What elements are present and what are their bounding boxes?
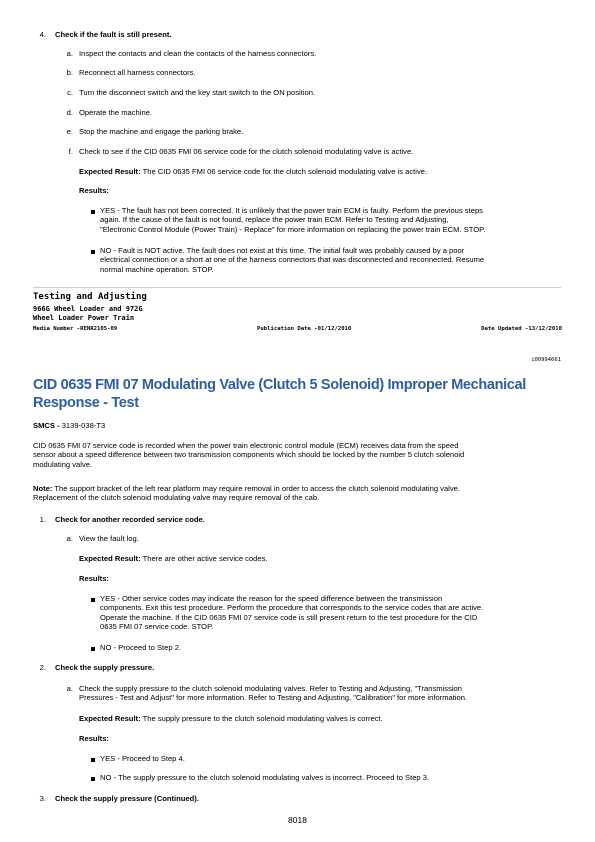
- step-number: 4.: [39, 30, 46, 39]
- item-letter: c.: [67, 88, 73, 97]
- date-updated: Date Updated -13/12/2010: [481, 326, 562, 332]
- results-label: Results:: [79, 574, 109, 583]
- bullet-icon: [91, 250, 95, 254]
- item-text: Stop the machine and engage the parking brake.: [79, 127, 244, 136]
- result-yes: YES - Proceed to Step 4.: [100, 754, 185, 763]
- note-paragraph: [33, 484, 460, 503]
- expected-result-text: The CID 0635 FMI 06 service code for the clutch solenoid modulating valve is active.: [140, 167, 428, 176]
- bullet-icon: [91, 777, 95, 781]
- expected-result-label: Expected Result:: [79, 167, 141, 176]
- page-number: 8018: [288, 815, 307, 825]
- item-text: [79, 684, 467, 703]
- step-title: Check for another recorded service code.: [55, 515, 205, 524]
- step-title: Check the supply pressure (Continued).: [55, 794, 199, 803]
- result-no: NO - Proceed to Step 2.: [100, 643, 182, 652]
- smcs-label: SMCS -: [33, 421, 62, 430]
- item-text: Inspect the contacts and clean the contacts of the harness connectors.: [79, 49, 317, 58]
- media-number: Media Number -RENR2105-09: [33, 326, 118, 332]
- result-line: again. If the cause of the fault is not found, replace the power train ECM. Refer to Testing and Adjusting,: [100, 215, 449, 225]
- title-line: CID 0635 FMI 07 Modulating Valve (Clutch 5 Solenoid) Improper Mechanical: [33, 377, 526, 393]
- results-label: Results:: [79, 734, 109, 743]
- note-line: The support bracket of the left rear platform may require removal in order to access the clutch solenoid modulating valve.: [52, 484, 460, 493]
- item-letter: f.: [68, 147, 73, 156]
- result-line: YES - The fault has not been corrected. It is unlikely that the power train ECM is faulty. Perform the previous steps: [100, 206, 483, 215]
- step-number: 2.: [39, 663, 46, 672]
- item-letter: a.: [66, 49, 73, 58]
- doc-model-line1: 966G Wheel Loader and 972G: [33, 305, 143, 313]
- doc-model-line2: Wheel Loader Power Train: [33, 314, 135, 322]
- step-title: Check if the fault is still present.: [55, 30, 172, 39]
- expected-result-text: The supply pressure to the clutch solenoid modulating valves is correct.: [140, 714, 383, 723]
- item-text: Turn the disconnect switch and the key start switch to the ON position.: [79, 88, 316, 97]
- result-line: normal machine operation. STOP.: [100, 264, 214, 274]
- expected-result-text: There are other active service codes.: [140, 554, 268, 563]
- item-text: Operate the machine.: [79, 108, 153, 117]
- step-number: 3.: [39, 794, 46, 803]
- item-text: View the fault log.: [79, 534, 139, 543]
- expected-result: [79, 167, 427, 176]
- result-no: [100, 246, 484, 274]
- result-line: "Electronic Control Module (Power Train) - Replace" for more information on replacing the power train ECM. STOP.: [100, 224, 486, 234]
- result-no: NO - The supply pressure to the clutch solenoid modulating valves is incorrect. Proceed to Step 3.: [100, 773, 430, 782]
- expected-result: [79, 714, 383, 723]
- item-letter: a.: [66, 534, 73, 543]
- note-line: Replacement of the clutch solenoid modulating valve may require removal of the cab.: [33, 493, 320, 503]
- result-line: NO - Fault is NOT active. The fault does not exist at this time. The initial fault was probably caused by a poor: [100, 246, 465, 255]
- bullet-icon: [91, 647, 95, 651]
- item-letter: b.: [66, 68, 73, 77]
- bullet-icon: [91, 758, 95, 762]
- expected-result-label: Expected Result:: [79, 714, 141, 723]
- step-number: 1.: [39, 515, 46, 524]
- doc-id: i00994661: [531, 357, 561, 363]
- section-divider: [33, 287, 561, 288]
- page-title: [33, 377, 553, 412]
- item-letter: a.: [66, 684, 73, 693]
- intro-paragraph: [33, 441, 464, 469]
- result-line: Operate the machine. If the CID 0635 FMI 07 service code is still present return to the test procedure for the CID: [100, 612, 478, 622]
- expected-result: [79, 554, 268, 563]
- result-yes: [100, 594, 483, 632]
- expected-result-label: Expected Result:: [79, 554, 141, 563]
- item-letter: d.: [66, 108, 73, 117]
- intro-line: CID 0635 FMI 07 service code is recorded when the power train electronic control module (ECM) receives data from the speed: [33, 441, 459, 450]
- note-label: Note:: [33, 484, 53, 493]
- smcs: [33, 421, 105, 430]
- intro-line: modulating valve.: [33, 459, 93, 469]
- step-title: Check the supply pressure.: [55, 663, 155, 672]
- item-line: Pressures - Test and Adjust" for more information. Refer to Testing and Adjusting, "Calibration" for more information.: [79, 693, 468, 703]
- result-line: components. Exit this test procedure. Perform the procedure that corresponds to the service codes that are active.: [100, 603, 484, 613]
- result-yes: [100, 206, 485, 234]
- smcs-code: 3139-038-T3: [61, 421, 106, 430]
- result-line: YES - Other service codes may indicate the reason for the speed difference between the transmission: [100, 594, 443, 603]
- results-label: Results:: [79, 186, 109, 195]
- result-line: electrical connection or a short at one of the harness connectors that was disconnected and reconnected. Resume: [100, 255, 485, 265]
- bullet-icon: [91, 210, 95, 214]
- item-line: Check the supply pressure to the clutch solenoid modulating valves. Refer to Testing and Adjusting, "Transmission: [79, 684, 463, 693]
- item-letter: e.: [66, 127, 73, 136]
- result-line: 0635 FMI 07 service code. STOP.: [100, 622, 214, 632]
- item-text: Check to see if the CID 0635 FMI 06 service code for the clutch solenoid modulating valve is active.: [79, 147, 414, 156]
- title-line: Response - Test: [33, 394, 139, 411]
- bullet-icon: [91, 598, 95, 602]
- item-text: Reconnect all harness connectors.: [79, 68, 196, 77]
- publication-date: Publication Date -01/12/2010: [257, 326, 352, 332]
- intro-line: sensor about a speed difference between two transmission components which should be locked by the number 5 clutch solenoid: [33, 450, 465, 460]
- doc-category: Testing and Adjusting: [33, 292, 147, 302]
